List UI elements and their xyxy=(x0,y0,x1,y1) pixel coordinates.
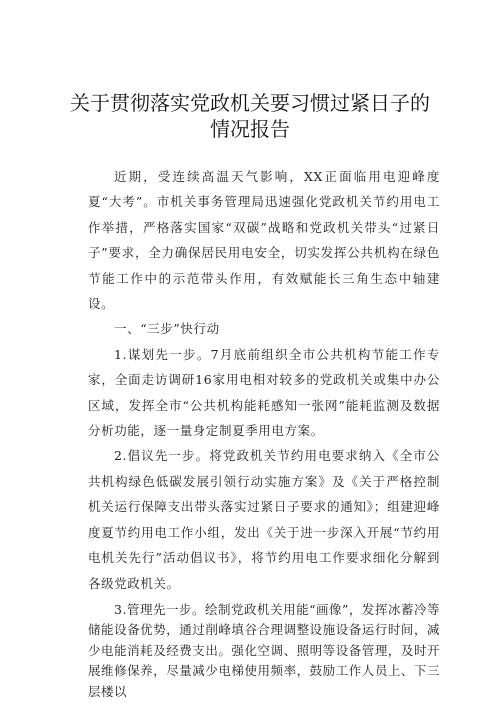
document-title-line-2: 情况报告 xyxy=(210,117,290,141)
section-heading: 一、“三步”快行动 xyxy=(114,321,220,337)
document-body xyxy=(88,164,440,702)
document-title-line-1: 关于贯彻落实党政机关要习惯过紧日子的 xyxy=(70,91,430,115)
paragraph-item-2: 2.倡议先一步。将党政机关节约用电要求纳入《全市公共机构绿色低碳发展引领行动实施方案》及《关于严格控制机关运行保障支出带头落实过紧日子要求的通知》；组建迎峰度夏节约用电工作小组，发出《关于进一步深入开展“节约用电机关先行”活动倡议书》，将节约用电工作要求细化分解到各级党政机关。 xyxy=(88,448,440,591)
paragraph-item-1: 1.谋划先一步。7月底前组织全市公共机构节能工作专家，全面走访调研16家用电相对较多的党政机关或集中办公区域，发挥全市“公共机构能耗感知一张网”能耗监测及数据分析功能，逐一量身定制夏季用电方案。 xyxy=(88,346,440,439)
intro-paragraph: 近期，受连续高温天气影响，XX正面临用电迎峰度夏“大考”。市机关事务管理局迅速强化党政机关节约用电工作举措，严格落实国家“双碳”战略和党政机关带头“过紧日子”要求，全力确保居民用电安全，切实发挥公共机构在绿色节能工作中的示范带头作用，有效赋能长三角生态中轴建设。 xyxy=(88,169,440,312)
paragraph-item-3: 3.管理先一步。绘制党政机关用能“画像”，发挥冰蓄冷等储能设备优势，通过削峰填谷合理调整设施设备运行时间，减少电能消耗及经费支出。强化空调、照明等设备管理，及时开展维修保养，尽量减少电梯使用频率，鼓励工作人员上、下三层楼以 xyxy=(88,601,440,699)
